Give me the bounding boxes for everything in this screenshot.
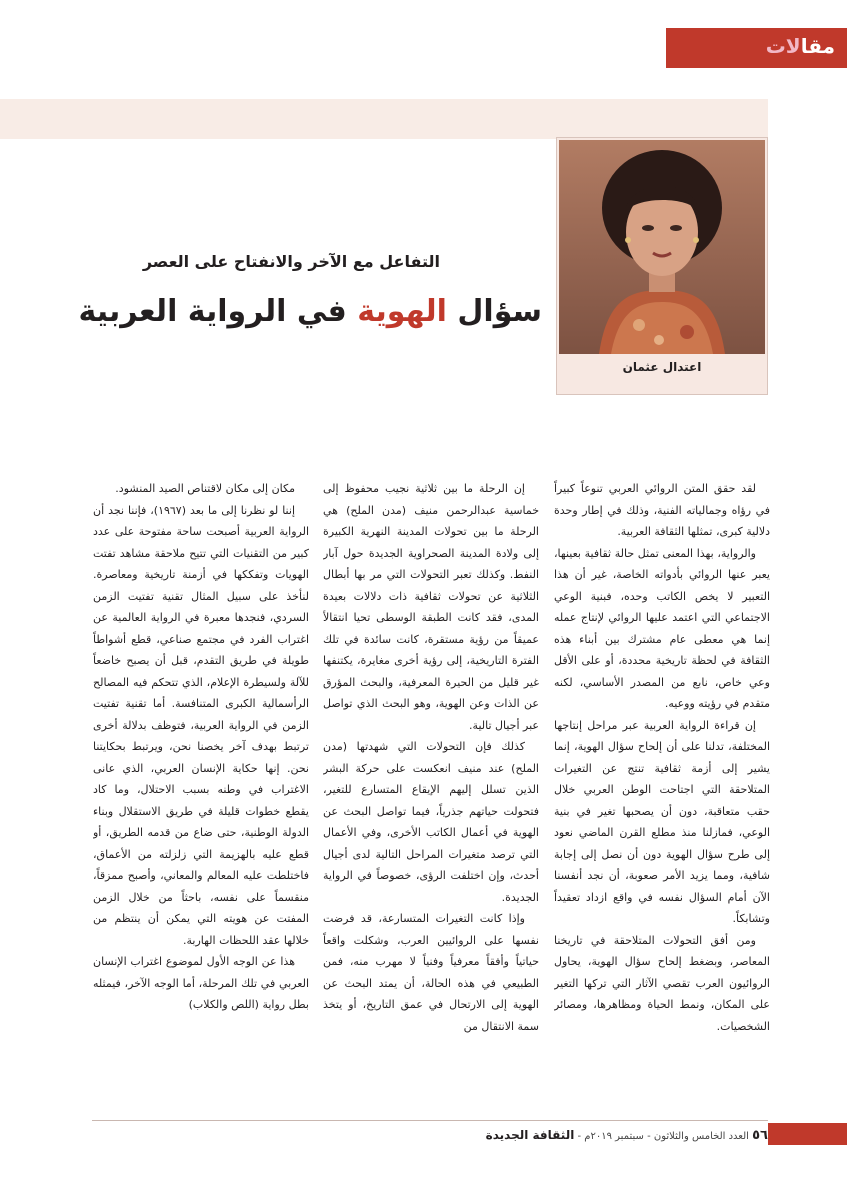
section-label-accent: لات xyxy=(765,34,801,58)
author-portrait-image xyxy=(559,140,765,354)
title-part-1: سؤال xyxy=(457,294,542,329)
article-subtitle: التفاعل مع الآخر والانفتاح على العصر xyxy=(142,252,440,271)
issue-info: العدد الخامس والثلاثون - سبتمبر ٢٠١٩م - xyxy=(577,1131,749,1142)
text-column-left xyxy=(93,478,309,1098)
author-name: اعتدال عثمان xyxy=(622,360,702,374)
paragraph: إن الرحلة ما بين ثلاثية نجيب محفوظ إلى خماسية عبدالرحمن منيف (مدن الملح) هي الرحلة ما بين تحولات المدينة النهرية الكبيرة إلى ولادة المدينة الصحراوية الجديدة حول آبار النفط. وكذلك تعبر التحولات التي مر بها أبطال الثلاثية عن تحولات ثقافية ذات دلالات بعيدة المدى، فقد كانت الطبقة الوسطى تحيا انتقالاً عميقاً من رؤية مستقرة، كانت سائدة في تلك الفترة التاريخية، إلى رؤية أخرى مغايرة، يكتنفها غير قليل من الحيرة المعرفية، والبحث المؤرق عن الذات وعن الهوية، وهو البحث الذي تواصل عبر أجيال تالية. xyxy=(323,482,539,732)
text-column-middle xyxy=(323,478,539,1098)
header-band xyxy=(0,99,768,139)
article-title xyxy=(78,292,542,332)
footer-color-bar xyxy=(768,1123,847,1145)
paragraph: هذا عن الوجه الأول لموضوع اغتراب الإنسان العربي في تلك المرحلة، أما الوجه الآخر، فيمثله بطل رواية (اللص والكلاب) xyxy=(93,955,309,1011)
title-part-2: في الرواية العربية xyxy=(78,294,347,329)
footer-rule xyxy=(92,1120,768,1121)
paragraph: مكان إلى مكان لاقتناص الصيد المنشود. xyxy=(115,482,295,495)
paragraph: وإذا كانت التغيرات المتسارعة، قد فرضت نفسها على الروائيين العرب، وشكلت واقعاً حياتياً وأفقاً معرفياً وفنياً لا مهرب منه، فمن الطبيعي في هذه الحالة، أن يمتد البحث عن الهوية إلى الارتحال في عمق التاريخ، أو يتخذ سمة الانتقال من xyxy=(323,912,539,1033)
magazine-name: الثقافة الجديدة xyxy=(485,1128,575,1142)
section-label xyxy=(766,34,835,58)
paragraph: ومن أفق التحولات المتلاحقة في تاريخنا المعاصر، وبضغط إلحاح سؤال الهوية، يحاول الروائيون العرب تقصي الآثار التي تركها التغير على المكان، ونمط الحياة ومظاهرها، ومصائر الشخصيات. xyxy=(554,933,770,1033)
page-number: ٥٦ xyxy=(752,1128,768,1143)
author-photo xyxy=(559,140,765,354)
section-tab xyxy=(666,28,847,68)
section-label-main: مقا xyxy=(800,34,835,58)
text-column-right xyxy=(554,478,770,1098)
paragraph: إننا لو نظرنا إلى ما بعد (١٩٦٧)، فإننا نجد أن الرواية العربية أصبحت ساحة مفتوحة على عدد كبير من التقنيات التي تتيح ملاحقة مشاهد تفتت الهويات وتفككها في أزمنة تاريخية ومعاصرة. لنأخذ على سبيل المثال تقنية تفتيت الزمن السردي، فنجدها معبرة في الرواية العالمية عن اغتراب الفرد في مجتمع صناعي، قطع أشواطاً طويلة في طريق التقدم، قبل أن يصبح خاضعاً للآلة ولسيطرة الإعلام، الذي تتحكم فيه المصالح الرأسمالية الكبرى المتنافسة. أما تقنية تفتيت الزمن في الرواية العربية، فتوظف بدلالة أخرى ترتبط بهدف آخر يخصنا نحن، ويرتبط بحكايتنا نحن. إنها حكاية الإنسان العربي، الذي عانى الاغتراب في وطنه بسبب الاحتلال، وما كاد يقطع خطوات قليلة في طريق الاستقلال وبناء الدولة الوطنية، حتى ضاع من قدمه الطريق، أو قطع عليه بالهزيمة التي زلزلته من الأعماق، فاختلطت عليه المعالم والمعاني، وأصبح ممزقاً، منقسماً على نفسه، باحثاً من خلال الزمن المفتت عن هويته التي يمكن أن ينتظم من خلالها عقد اللحظات الهاربة. xyxy=(93,503,309,947)
paragraph: إن قراءة الرواية العربية عبر مراحل إنتاجها المختلفة، تدلنا على أن إلحاح سؤال الهوية، إنما يشير إلى أزمة ثقافية تنتج عن التغيرات المتلاحقة التي اجتاحت الوطن العربي خلال حقب متعاقبة، دون أن يصحبها تغير في بنية الوعي، فمازلنا منذ مطلع القرن الماضي نعود إلى طرح سؤال الهوية دون أن نصل إلى إجابة شافية، ومما يزيد الأمر صعوبة، أن نجد أنفسنا الآن أمام السؤال نفسه في واقع ازداد تعقيداً وتشابكاً. xyxy=(554,718,770,925)
paragraph: لقد حقق المتن الروائي العربي تنوعاً كبيراً في رؤاه وجمالياته الفنية، وذلك في إطار وحدة دلالية كبرى، تمثلها الثقافة العربية. xyxy=(554,482,770,538)
title-highlight: الهوية xyxy=(357,294,447,329)
author-photo-frame xyxy=(556,137,768,395)
paragraph: والرواية، بهذا المعنى تمثل حالة ثقافية بعينها، يعبر عنها الروائي بأدواته الخاصة، غير أن هذا التعبير لا يخص الكاتب وحده، فبنية الوعي الاجتماعي التي اعتمد عليها الروائي لإنتاج عمله إنما هي معطى عام مشترك بين أبناء هذه الثقافة في لحظة تاريخية محددة، أو على الأقل وعي خاص، نابع من المصدر الأساسي، لكنه متقدم في رؤيته ووعيه. xyxy=(554,546,770,710)
page-footer xyxy=(486,1124,768,1146)
paragraph: كذلك فإن التحولات التي شهدتها (مدن الملح) عند منيف انعكست على حركة البشر الذين تسلل إليهم الإيقاع المتسارع للتغير، فتحولت حياتهم جذرياً، فيما تواصل البحث عن الهوية في أعمال الكاتب الأخرى، وفي الأعمال التي ترصد متغيرات المراحل التالية لدى أجيال أحدث، وإن اختلفت الرؤى، خصوصاً في الرواية الجديدة. xyxy=(323,740,539,904)
